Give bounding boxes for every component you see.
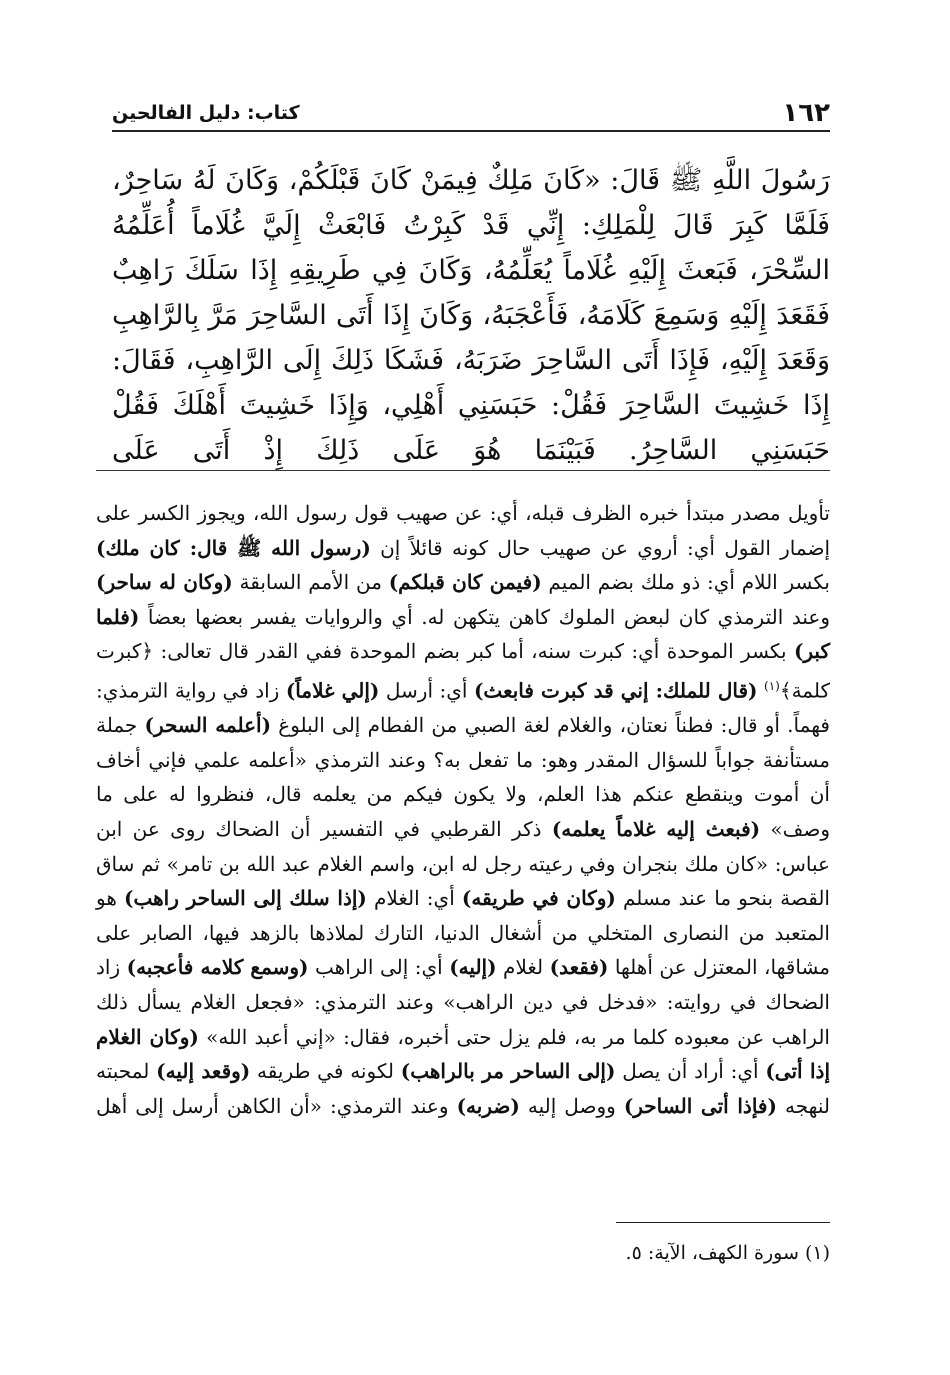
quoted-phrase: (إذا سلك إلى الساحر راهب) [124,886,367,911]
commentary-text: ذكر القرطبي في التفسير أن الضحاك روى عن ابن عباس: «كان ملك بنجران وفي رعيته رجل له ابن، واسم الغلام عبد الله بن تامر» ثم ساق القصة بنحو ما عند مسلم [96,817,830,911]
commentary-text: زاد في رواية الترمذي: فهماً. أو قال: فطناً نعتان، والغلام لغة الصبي من الفطام إلى البلوغ [96,678,830,738]
commentary-text: من الأمم السابقة [232,570,389,595]
commentary-text: تأويل مصدر مبتدأ خبره الظرف قبله، أي: عن صهيب قول رسول الله، ويجوز الكسر على إضمار القول أي: أروي عن صهيب حال كونه قائلاً إن [96,501,830,560]
quoted-phrase: (ضربه) [456,1093,520,1118]
commentary-text: أي: أرسل [379,678,474,703]
quoted-phrase: (وكان له ساحر) [96,570,233,595]
book-title: كتاب: دليل الفالحين [112,102,300,124]
commentary-text: بكسر الموحدة أي: كبرت سنه، أما كبر بضم الموحدة ففي القدر قال تعالى: ﴿كبرت كلمة﴾ [96,639,830,703]
quoted-phrase: (فلما كبر) [96,604,830,664]
commentary-text: أي: إلى الراهب [308,955,450,980]
commentary-text: لغلام [496,955,550,980]
commentary-text: هو المتعبد من النصارى المتخلي من أشغال الدنيا، التارك لملاذها بالزهد فيها، الصابر على مشاقها، المعتزل عن أهلها [96,886,830,980]
quoted-phrase: (وقعد إليه) [156,1059,251,1084]
footnote: (١) سورة الكهف، الآية: ٥. [625,1242,830,1264]
quoted-phrase: (إلي غلاماً) [285,678,380,703]
running-header [112,96,830,132]
commentary-text: جملة مستأنفة جواباً للسؤال المقدر وهو: ما تفعل به؟ وعند الترمذي «أعلمه علمي فإني أخاف أن أموت وينقطع عنكم هذا العلم، ولا يكون فيكم من يعلمه قال، فنظروا له على ما وصف» [96,713,830,841]
commentary-paragraph [96,496,830,1123]
section-divider [96,470,830,471]
commentary-text: وعند الترمذي كان لبعض الملوك كاهن يتكهن له. أي والروايات يفسر بعضها بعضاً [139,604,830,629]
quoted-phrase: (وسمع كلامه فأعجبه) [126,955,309,980]
footnote-marker: (١) [764,678,780,693]
commentary-text: زاد الضحاك في روايته: «فدخل في دين الراهب» وعند الترمذي: «فجعل الغلام يسأل ذلك الراهب عن معبوده كلما مر به، فلم يزل حتى أخبره، فقال: «إني أعبد الله» [96,955,830,1049]
quoted-phrase: (أعلمه السحر) [144,713,272,738]
quoted-phrase: (فقعد) [549,955,609,980]
quoted-phrase: (فإذا أتى الساحر) [623,1093,777,1118]
commentary-text: بكسر اللام أي: ذو ملك بضم الميم [541,570,830,595]
commentary-text: أي: الغلام [366,886,462,911]
quoted-phrase: (قال للملك: إني قد كبرت فابعث) [473,678,758,703]
commentary-text: لكونه في طريقه [250,1059,401,1084]
quoted-phrase: (وكان الغلام إذا أتى) [96,1024,831,1084]
quoted-phrase: (إليه) [449,955,497,980]
quoted-phrase: (رسول الله ﷺ قال: كان ملك) [96,535,371,560]
page-number: ١٦٢ [782,98,830,128]
footnote-divider [616,1222,830,1223]
commentary-text: لمحبته لنهجه [96,1059,830,1118]
hadith-text [112,158,830,473]
hadith-paragraph: رَسُولَ اللَّهِ ﷺ قَالَ: «كَانَ مَلِكٌ فِيمَنْ كَانَ قَبْلَكُمْ، وَكَانَ لَهُ سَاحِرٌ، فَلَمَّا كَبِرَ قَالَ لِلْمَلِكِ: إِنِّي قَدْ كَبِرْتُ فَابْعَثْ إِلَيَّ غُلَاماً أُعَلِّمُهُ السِّحْرَ، فَبَعثَ إِلَيْهِ غُلَاماً يُعَلِّمُهُ، وَكَانَ فِي طَرِيقِهِ إِذَا سَلَكَ رَاهِبٌ فَقَعَدَ إِلَيْهِ وَسَمِعَ كَلَامَهُ، فَأَعْجَبَهُ، وَكَانَ إِذَا أَتَى السَّاحِرَ مَرَّ بِالرَّاهِبِ وَقَعَدَ إِلَيْهِ، فَإِذَا أَتَى السَّاحِرَ ضَرَبَهُ، فَشَكَا ذَلِكَ إِلَى الرَّاهِبِ، فَقَالَ: إِذَا خَشِيتَ السَّاحِرَ فَقُلْ: حَبَسَنِي أَهْلِي، وَإِذَا خَشِيتَ أَهْلَكَ فَقُلْ حَبَسَنِي السَّاحِرُ. فَبَيْنَمَا هُوَ عَلَى ذَلِكَ إِذْ أَتَى عَلَى [112,165,830,466]
commentary [96,496,830,1123]
quoted-phrase: (فيمن كان قبلكم) [388,570,542,595]
commentary-text: أي: أراد أن يصل [615,1059,766,1084]
commentary-text: ووصل إليه [519,1093,624,1118]
commentary-text: وعند الترمذي: «أن الكاهن أرسل إلى أهل [96,1093,457,1118]
quoted-phrase: (وكان في طريقه) [461,886,616,911]
quoted-phrase: (فبعث إليه غلاماً يعلمه) [551,817,761,841]
quoted-phrase: (إلى الساحر مر بالراهب) [400,1059,616,1084]
